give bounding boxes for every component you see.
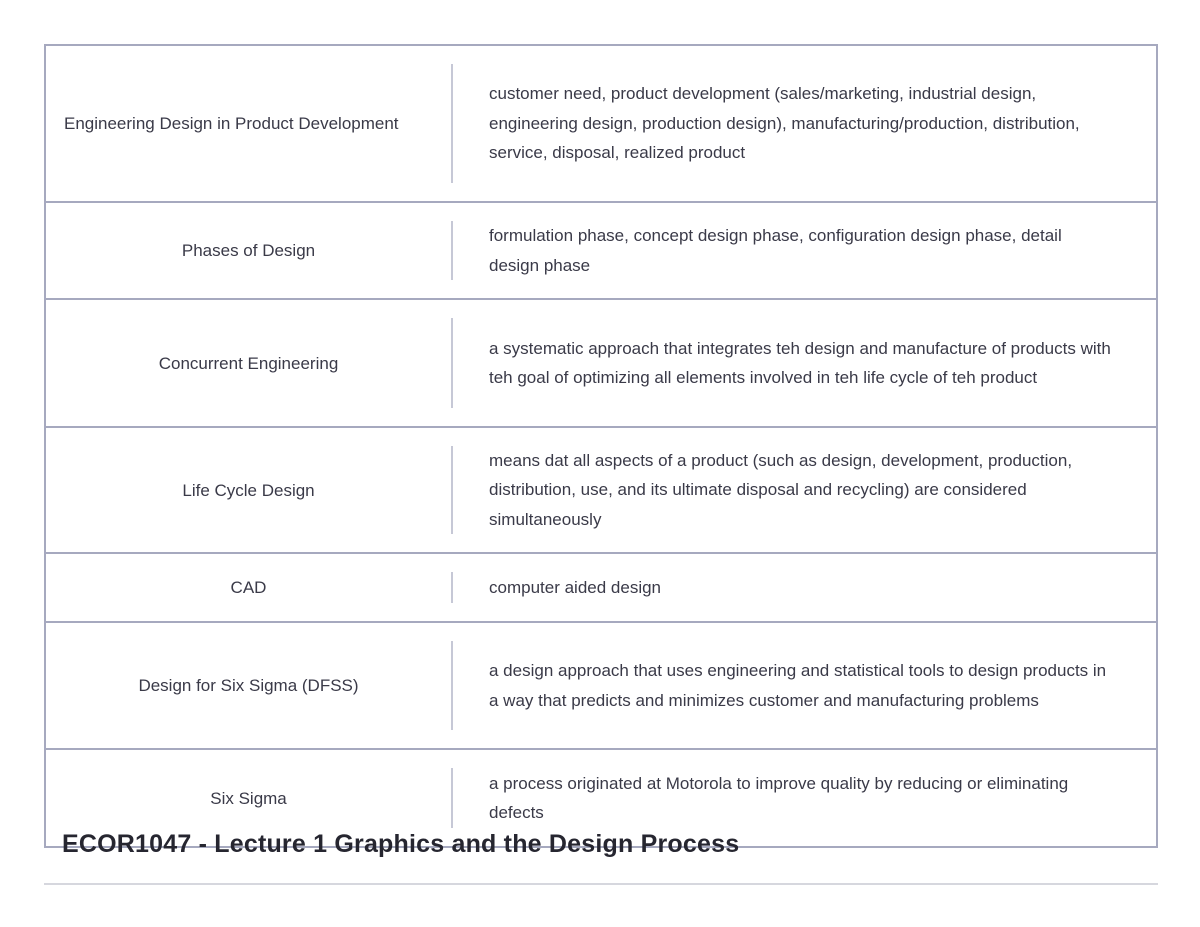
flashcard-definition: means dat all aspects of a product (such as design, development, production, distribution, use, and its ultimate disposal and recycling) are considered simultaneously bbox=[489, 450, 1073, 529]
flashcard[interactable] bbox=[44, 298, 1158, 426]
flashcard[interactable] bbox=[44, 426, 1158, 552]
flashcard-definition: customer need, product development (sales/marketing, industrial design, engineering design, production design), manufacturing/production, distribution, service, disposal, realized product bbox=[489, 84, 1080, 163]
flashcard[interactable] bbox=[44, 201, 1158, 298]
flashcard-term: Concurrent Engineering bbox=[158, 353, 339, 373]
flashcard-term: Engineering Design in Product Development bbox=[64, 114, 399, 133]
flashcard-term: Phases of Design bbox=[181, 241, 316, 260]
document-title: ECOR1047 - Lecture 1 Graphics and the Design Process bbox=[62, 830, 740, 858]
flashcard-definition: a design approach that uses engineering and statistical tools to design products in a way that predicts and minimizes customer and manufacturing problems bbox=[489, 661, 1107, 710]
footer-divider bbox=[44, 883, 1158, 885]
flashcard-definition: a systematic approach that integrates teh design and manufacture of products with teh goal of optimizing all elements involved in teh life cycle of teh product bbox=[489, 338, 1111, 387]
flashcard[interactable] bbox=[44, 44, 1158, 201]
flashcard-term: Life Cycle Design bbox=[182, 480, 315, 500]
flashcard-term: CAD bbox=[230, 578, 267, 597]
flashcard[interactable] bbox=[44, 621, 1158, 748]
flashcard-term: Design for Six Sigma (DFSS) bbox=[138, 676, 359, 695]
flashcard-definition: formulation phase, concept design phase, configuration design phase, detail design phase bbox=[489, 226, 1062, 275]
flashcard-definition: computer aided design bbox=[489, 577, 662, 597]
flashcard-term: Six Sigma bbox=[210, 788, 287, 808]
flashcard-definition: a process originated at Motorola to improve quality by reducing or eliminating defects bbox=[489, 773, 1069, 822]
flashcard[interactable] bbox=[44, 552, 1158, 621]
flashcard-list bbox=[44, 44, 1158, 822]
